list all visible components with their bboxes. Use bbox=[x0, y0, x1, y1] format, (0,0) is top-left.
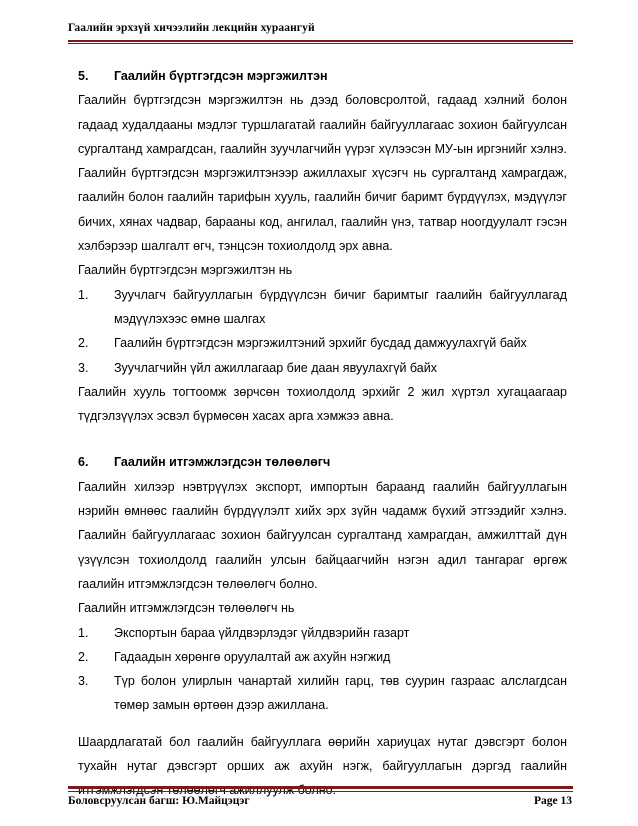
list-item bbox=[78, 331, 567, 355]
list-item-number: 2. bbox=[78, 649, 89, 664]
list-item-number: 2. bbox=[78, 336, 89, 351]
section-spacer bbox=[78, 428, 567, 450]
section-number: 6. bbox=[78, 455, 89, 470]
section-title: Гаалийн итгэмжлэгдсэн төлөөлөгч bbox=[114, 455, 331, 470]
section-title: Гаалийн бүртгэгдсэн мэргэжилтэн bbox=[114, 69, 328, 83]
section-6 bbox=[78, 450, 567, 802]
header-rule-thin bbox=[68, 43, 573, 44]
page-body bbox=[78, 64, 567, 803]
list-item-text: Зуучлагч байгууллагын бүрдүүлсэн бичиг баримтыг гаалийн байгууллагад мэдүүлэхээс өмнө шалгах bbox=[114, 287, 567, 326]
list-intro: Гаалийн итгэмжлэгдсэн төлөөлөгч нь bbox=[78, 601, 295, 616]
list-item bbox=[78, 621, 567, 645]
list-item-text: Түр болон улирлын чанартай хилийн гарц, төв суурин газраас алслагдсан төмөр замын өртөөн дээр ажиллана. bbox=[114, 674, 567, 713]
section-closing: Шаардлагатай бол гаалийн байгууллага өөрийн хариуцах нутаг дэвсгэрт болон тухайн нутаг дэвсгэрт орших аж ахуйн нэгж, байгууллагын дэргэд гаалийн итгэмжлэгдсэн төлөөлөгч ажиллуулж болно. bbox=[78, 734, 567, 798]
section-paragraph: Гаалийн бүртгэгдсэн мэргэжилтэн нь дээд боловсролтой, гадаад хэлний болон гадаад худалдааны мэдлэг туршлагатай гаалийн байгууллагаас зохион байгуулсан сургалтанд хамрагдсан, гаалийн зуучлагчийн үүрэг хүлээсэн МУ-ын иргэнийг хэлнэ. Гаалийн бүртгэгдсэн мэргэжилтэнээр ажиллахыг хүсэгч нь сургалтанд хамрагдаж, гаалийн болон гаалийн тарифын хууль, гаалийн бичиг баримт бүрдүүлэх, мэдүүлэг бичих, хянах чадвар, барааны код, ангилал, гаалийн үнэ, татвар ноогдуулалт гэсэн хэлбэрээр шалгалт өгч, тэнцсэн тохиолдолд эрх авна. bbox=[78, 93, 567, 254]
list-item bbox=[78, 645, 567, 669]
list-item-number: 3. bbox=[78, 674, 89, 689]
footer-rule bbox=[68, 786, 573, 789]
section-paragraph: Гаалийн хилээр нэвтрүүлэх экспорт, импортын бараанд гаалийн байгууллагын нэрийн өмнөөс гаалийн бүрдүүлэлт хийх эрх зүйн чадамж бүхий этгээдийг хэлнэ. Гаалийн байгууллагаас зохион байгуулсан сургалтанд хамрагдан, амжилттай дүн үзүүлсэн тохиолдолд гаалийн улсын байцаагчийн нэгэн адил тангараг өргөж гаалийн итгэмжлэгдсэн төлөөлөгч болно. bbox=[78, 479, 567, 591]
list-item-text: Экспортын бараа үйлдвэрлэдэг үйлдвэрийн газарт bbox=[114, 625, 410, 640]
section-closing: Гаалийн хууль тогтоомж зөрчсөн тохиолдолд эрхийг 2 жил хүртэл хугацаагаар түдгэлзүүлэх эсвэл бүрмөсөн хасах арга хэмжээ авна. bbox=[78, 384, 567, 424]
section-number: 5. bbox=[78, 69, 89, 83]
page-number: 13 bbox=[560, 795, 572, 807]
running-header: Гаалийн эрхзүй хичээлийн лекцийн хураангуй bbox=[68, 22, 315, 34]
list-item-number: 1. bbox=[78, 287, 89, 302]
footer-author: Боловсруулсан багш: Ю.Майцэцэг bbox=[68, 795, 250, 807]
section-5 bbox=[78, 64, 567, 428]
header-rule bbox=[68, 40, 573, 42]
list-intro: Гаалийн бүртгэгдсэн мэргэжилтэн нь bbox=[78, 263, 293, 278]
list-item bbox=[78, 356, 567, 380]
list-item bbox=[78, 283, 567, 332]
list-item bbox=[78, 669, 567, 718]
footer-page bbox=[534, 795, 572, 807]
footer-rule-thin bbox=[68, 791, 573, 792]
paragraph-spacer bbox=[78, 718, 567, 730]
page-label: Page bbox=[533, 795, 558, 807]
list-item-text: Гадаадын хөрөнгө оруулалтай аж ахуйн нэгжид bbox=[114, 649, 391, 664]
section-heading bbox=[78, 64, 567, 88]
list-item-text: Зуучлагчийн үйл ажиллагаар бие даан явуулахгүй байх bbox=[114, 360, 437, 375]
list-item-text: Гаалийн бүртгэгдсэн мэргэжилтэний эрхийг бусдад дамжуулахгүй байх bbox=[114, 336, 527, 351]
list-item-number: 3. bbox=[78, 360, 89, 375]
section-heading bbox=[78, 450, 567, 474]
list-item-number: 1. bbox=[78, 625, 89, 640]
